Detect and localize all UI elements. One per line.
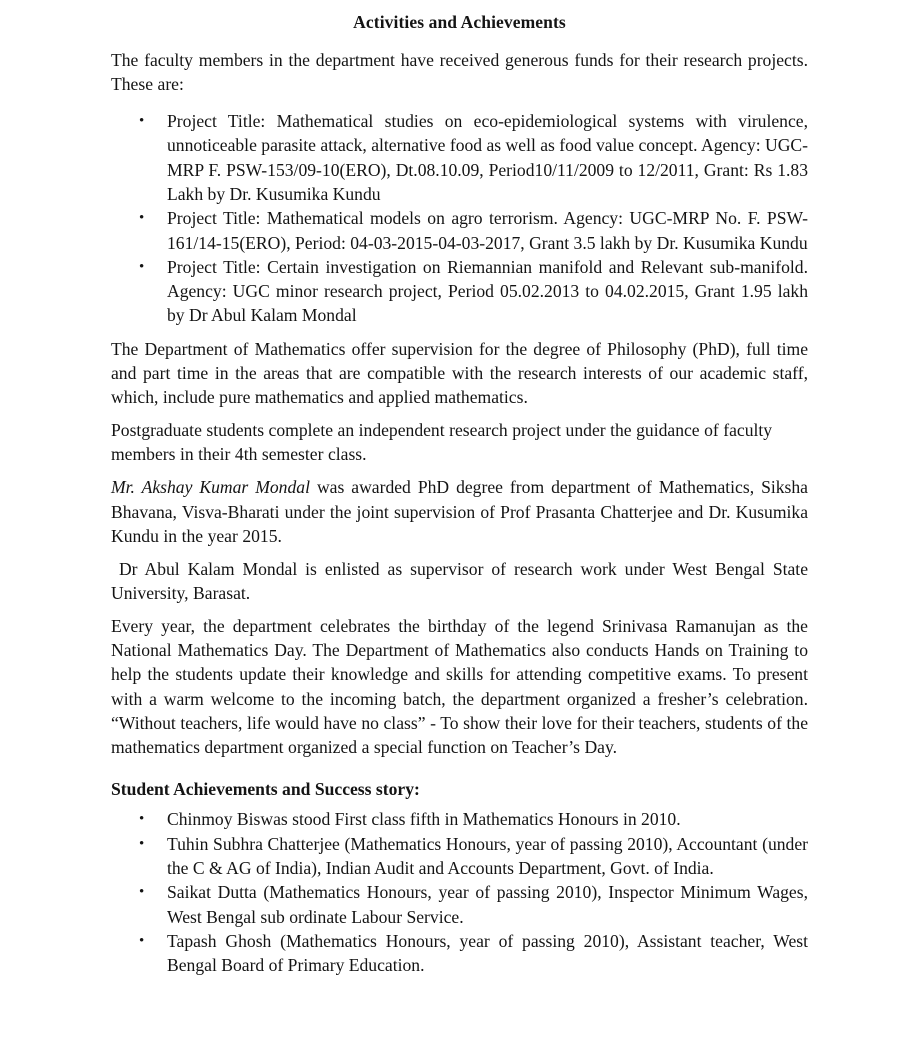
list-item: • Chinmoy Biswas stood First class fifth in Mathematics Honours in 2010. bbox=[111, 807, 808, 831]
student-achievements-list bbox=[111, 807, 808, 977]
phd-award-paragraph bbox=[111, 475, 808, 548]
supervisor-paragraph: Dr Abul Kalam Mondal is enlisted as supervisor of research work under West Bengal State University, Barasat. bbox=[111, 558, 813, 603]
page-title: Activities and Achievements bbox=[353, 12, 566, 32]
phd-award-text: was awarded PhD degree from department of Mathematics, Siksha Bhavana, Visva-Bharati under the joint supervision of Prof Prasanta Chatterjee and Dr. Kusumika Kundu in the year 2015. bbox=[111, 477, 808, 546]
intro-paragraph: The faculty members in the department have received generous funds for their research projects. These are: bbox=[111, 50, 808, 95]
student-achievements-heading: Student Achievements and Success story: bbox=[111, 779, 420, 800]
list-item: • Project Title: Mathematical models on agro terrorism. Agency: UGC-MRP No. F. PSW-161/14-15(ERO), Period: 04-03-2015-04-03-2017, Grant 3.5 lakh by Dr. Kusumika Kundu bbox=[111, 206, 808, 255]
awardee-name: Mr. Akshay Kumar Mondal bbox=[111, 477, 310, 498]
list-item: • Tapash Ghosh (Mathematics Honours, year of passing 2010), Assistant teacher, West Bengal Board of Primary Education. bbox=[111, 929, 808, 978]
celebration-paragraph: Every year, the department celebrates the birthday of the legend Srinivasa Ramanujan as the National Mathematics Day. The Department of Mathematics also conducts Hands on Training to help the students update their knowledge and skills for attending competitive exams. To present with a warm welcome to the incoming batch, the department organized a fresher’s celebration. “Without teachers, life would have no class” - To show their love for their teachers, students of the mathematics department organized a special function on Teacher’s Day. bbox=[111, 615, 808, 758]
list-item: • Project Title: Mathematical studies on eco-epidemiological systems with virulence, unnoticeable parasite attack, alternative food as well as food value concept. Agency: UGC-MRP F. PSW-153/09-10(ERO), Dt.08.10.09, Period10/11/2009 to 12/2011, Grant: Rs 1.83 Lakh by Dr. Kusumika Kundu bbox=[111, 109, 808, 206]
postgraduate-paragraph: Postgraduate students complete an independent research project under the guidance of faculty members in their 4th semester class. bbox=[111, 420, 773, 465]
list-item: • Project Title: Certain investigation on Riemannian manifold and Relevant sub-manifold. Agency: UGC minor research project, Period 05.02.2013 to 04.02.2015, Grant 1.95 lakh by Dr Abul Kalam Mondal bbox=[111, 255, 808, 328]
list-item: • Tuhin Subhra Chatterjee (Mathematics Honours, year of passing 2010), Accountant (under the C & AG of India), Indian Audit and Accounts Department, Govt. of India. bbox=[111, 832, 808, 881]
funded-projects-list bbox=[111, 109, 808, 328]
spacer bbox=[111, 768, 808, 777]
supervision-paragraph: The Department of Mathematics offer supervision for the degree of Philosophy (PhD), full time and part time in the areas that are compatible with the research interests of our academic staff, which, include pure mathematics and applied mathematics. bbox=[111, 338, 808, 408]
list-item: • Saikat Dutta (Mathematics Honours, year of passing 2010), Inspector Minimum Wages, West Bengal sub ordinate Labour Service. bbox=[111, 880, 808, 929]
